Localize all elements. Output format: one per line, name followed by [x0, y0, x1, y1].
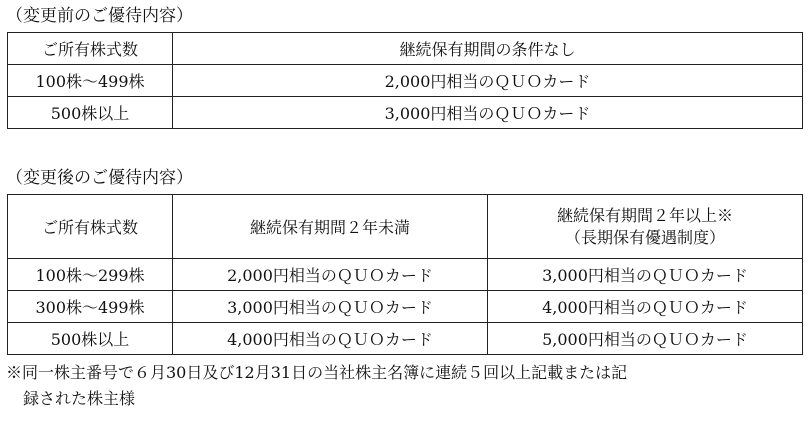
- table-row: [8, 323, 803, 355]
- before-caption: （変更前のご優待内容）: [6, 6, 193, 26]
- header-two-years-or-more: [488, 195, 803, 259]
- after-benefit-table: [7, 194, 803, 355]
- header-under-two-years: 継続保有期間２年未満: [173, 195, 488, 259]
- footnote-line-2: 録された株主様: [23, 389, 136, 408]
- header-shares-held: ご所有株式数: [8, 195, 173, 259]
- benefit-cell: 4,000円相当のＱＵＯカード: [488, 291, 803, 323]
- shares-range-cell: 300株〜499株: [8, 291, 173, 323]
- footnote: [6, 360, 627, 412]
- table-header-row: [8, 33, 803, 65]
- shares-range-cell: 500株以上: [8, 97, 173, 129]
- table-row: [8, 97, 803, 129]
- shares-range-cell: 100株〜499株: [8, 65, 173, 97]
- benefit-cell: 3,000円相当のＱＵＯカード: [173, 291, 488, 323]
- table-row: [8, 291, 803, 323]
- table-row: [8, 259, 803, 291]
- benefit-cell: 2,000円相当のＱＵＯカード: [173, 65, 803, 97]
- footnote-line-1: ※同一株主番号で６月30日及び12月31日の当社株主名簿に連続５回以上記載または記: [6, 363, 628, 382]
- benefit-cell: 3,000円相当のＱＵＯカード: [173, 97, 803, 129]
- header-shares-held: ご所有株式数: [8, 33, 173, 65]
- benefit-cell: 2,000円相当のＱＵＯカード: [173, 259, 488, 291]
- benefit-cell: 5,000円相当のＱＵＯカード: [488, 323, 803, 355]
- benefit-cell: 3,000円相当のＱＵＯカード: [488, 259, 803, 291]
- after-caption: （変更後のご優待内容）: [6, 168, 193, 188]
- table-header-row: [8, 195, 803, 259]
- shares-range-cell: 100株〜299株: [8, 259, 173, 291]
- header-no-holding-condition: 継続保有期間の条件なし: [173, 33, 803, 65]
- before-benefit-table: [7, 32, 803, 129]
- table-row: [8, 65, 803, 97]
- benefit-cell: 4,000円相当のＱＵＯカード: [173, 323, 488, 355]
- header-long-term-program: （長期保有優遇制度）: [564, 227, 725, 247]
- shares-range-cell: 500株以上: [8, 323, 173, 355]
- header-two-years-label: 継続保有期間２年以上※: [556, 205, 733, 225]
